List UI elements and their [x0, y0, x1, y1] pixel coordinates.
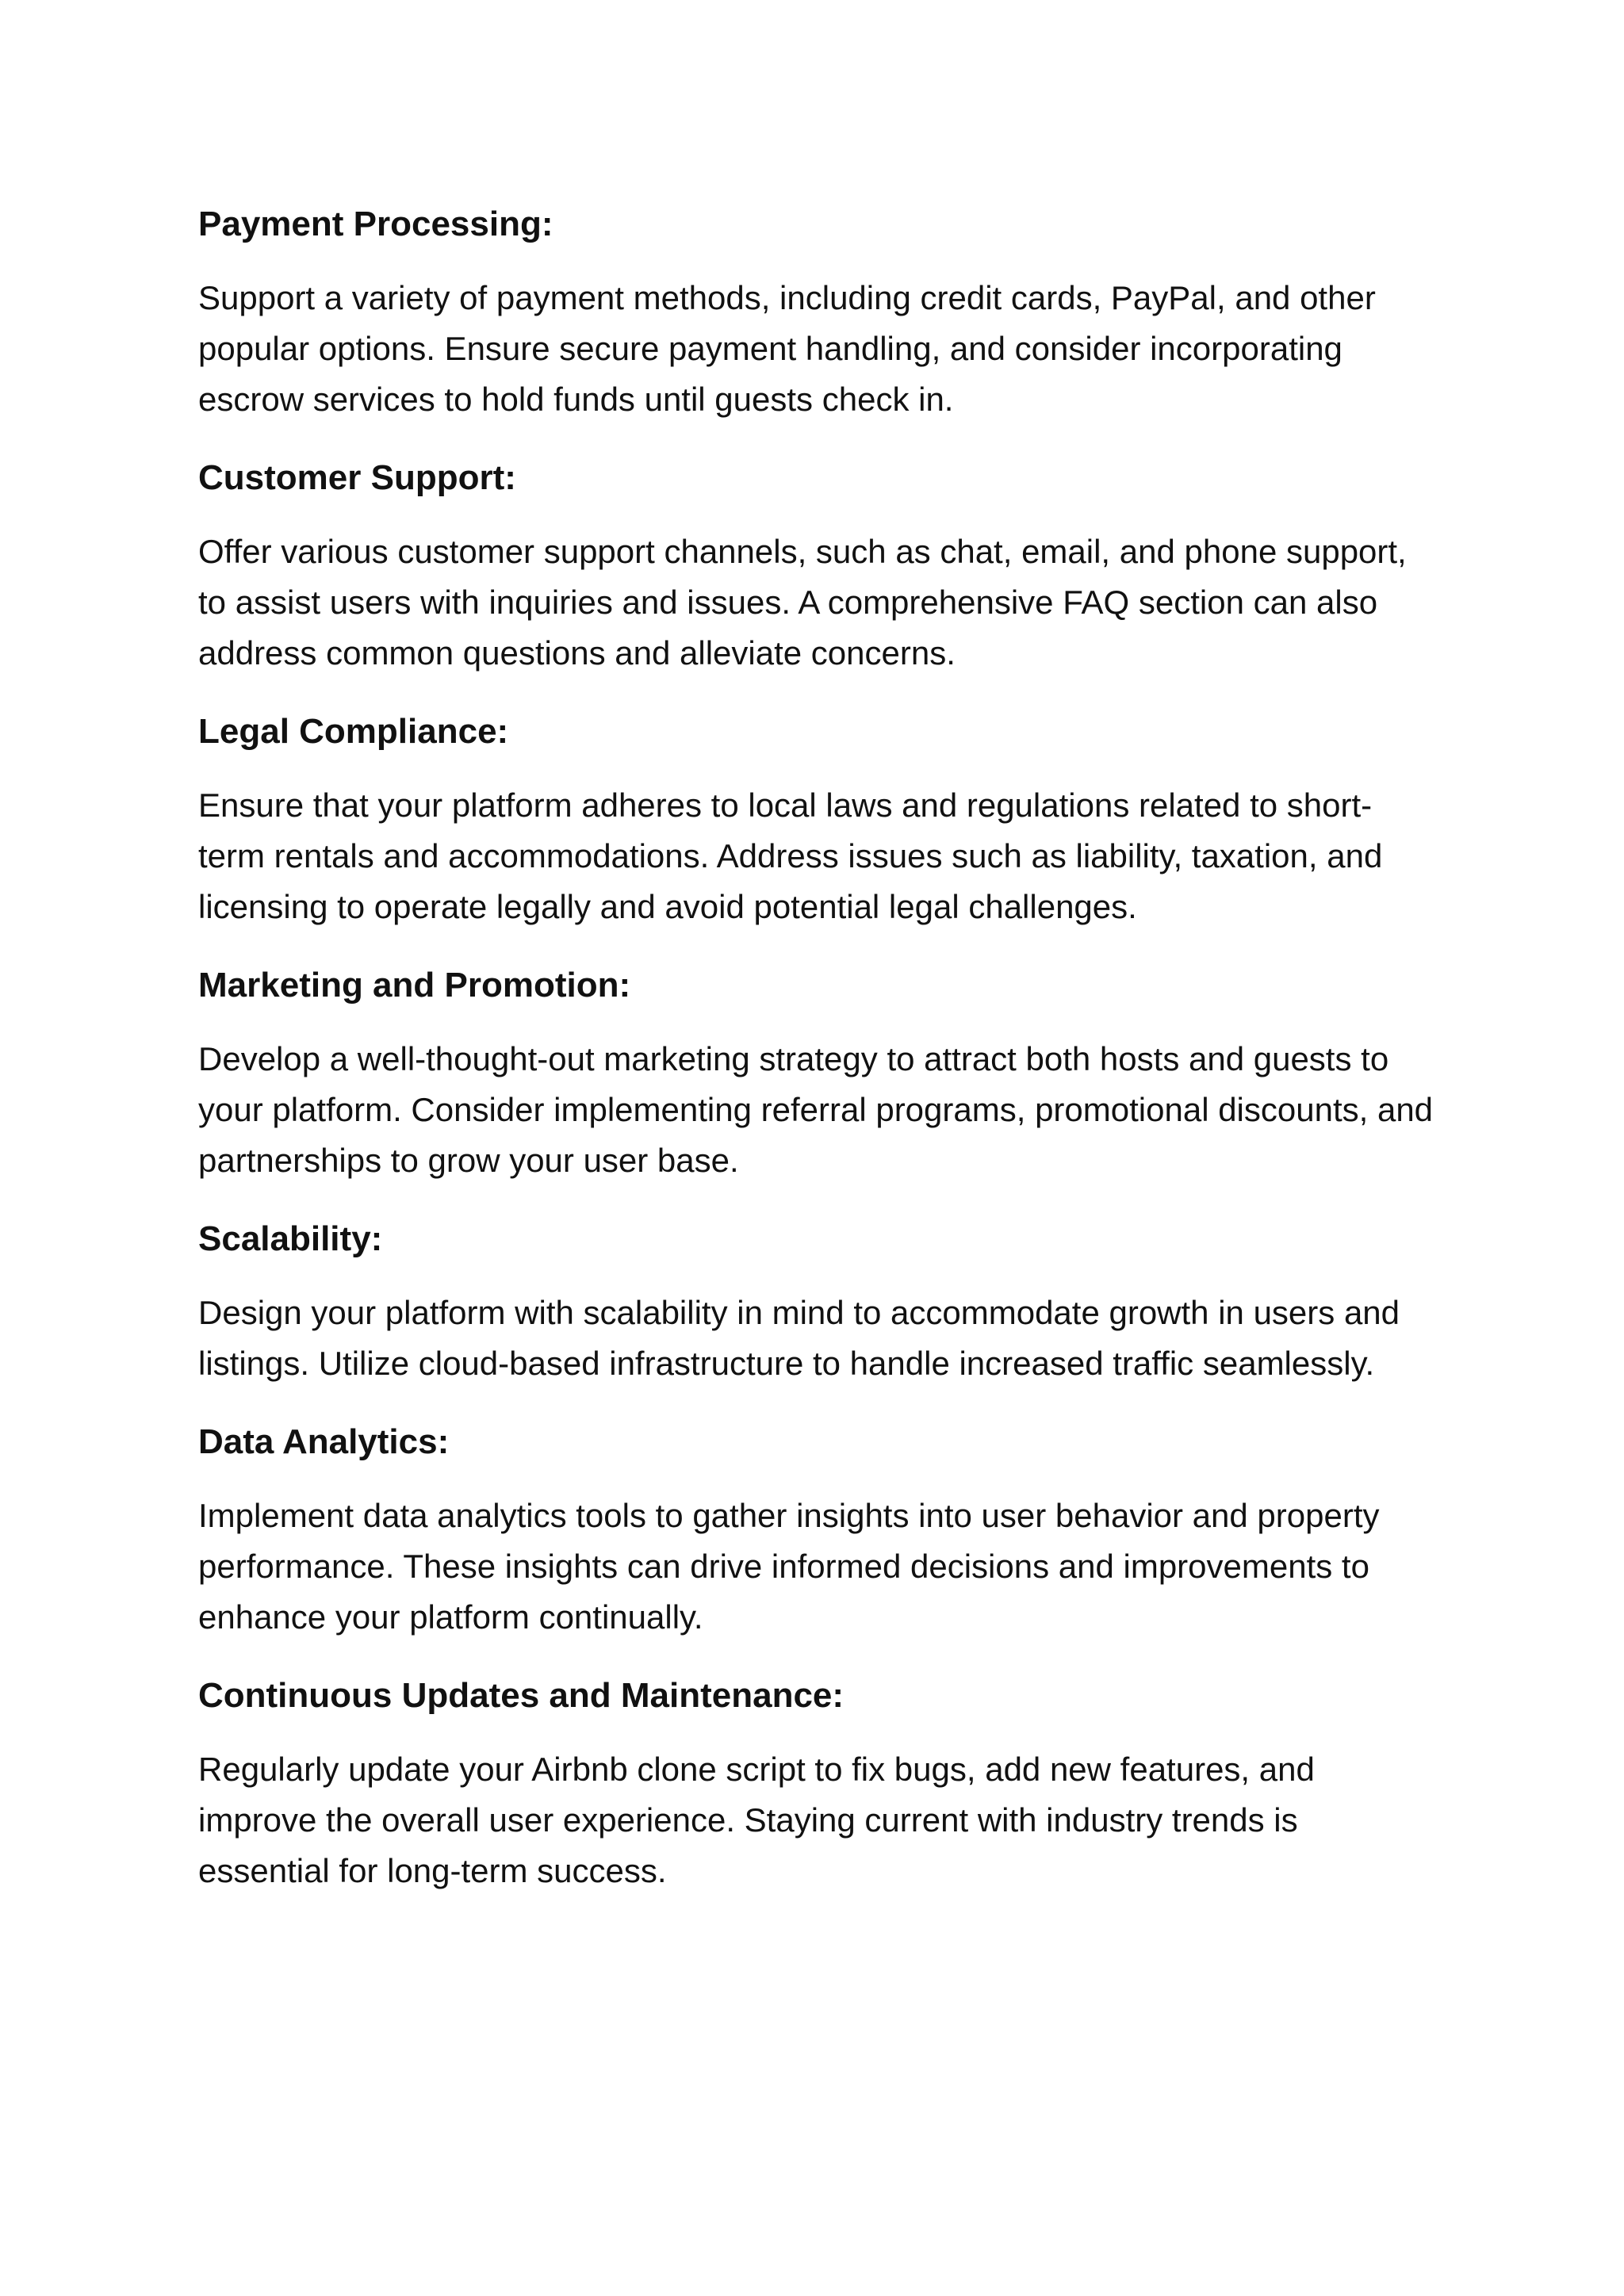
- section-heading: Marketing and Promotion:: [198, 966, 631, 1004]
- section-scalability: [198, 1215, 1435, 1389]
- section-heading: Payment Processing:: [198, 205, 553, 243]
- section-paragraph: Support a variety of payment methods, including credit cards, PayPal, and other popular options. Ensure secure payment handling, and consider incorporating escrow services to hold funds until guests check in.: [198, 279, 1376, 418]
- section-heading: Data Analytics:: [198, 1422, 450, 1461]
- section-paragraph: Design your platform with scalability in mind to accommodate growth in users and listings. Utilize cloud-based infrastructure to handle increased traffic seamlessly.: [198, 1294, 1400, 1382]
- section-paragraph: Develop a well-thought-out marketing strategy to attract both hosts and guests to your platform. Consider implementing referral programs, promotional discounts, and partnerships to grow your user base.: [198, 1040, 1434, 1179]
- section-legal-compliance: [198, 708, 1435, 932]
- section-paragraph: Ensure that your platform adheres to local laws and regulations related to short-term rentals and accommodations. Address issues such as liability, taxation, and licensing to operate legally and avoid potential legal challenges.: [198, 786, 1383, 925]
- section-paragraph: Implement data analytics tools to gather insights into user behavior and property performance. These insights can drive informed decisions and improvements to enhance your platform continually.: [198, 1497, 1380, 1636]
- section-continuous-updates: [198, 1672, 1435, 1896]
- section-paragraph: Regularly update your Airbnb clone script to fix bugs, add new features, and improve the overall user experience. Staying current with industry trends is essential for long-term success.: [198, 1751, 1315, 1889]
- section-heading: Customer Support:: [198, 458, 516, 497]
- document-content: [198, 201, 1435, 1926]
- section-customer-support: [198, 454, 1435, 679]
- section-heading: Legal Compliance:: [198, 712, 509, 751]
- section-paragraph: Offer various customer support channels, such as chat, email, and phone support, to assist users with inquiries and issues. A comprehensive FAQ section can also address common questions and alleviate concerns.: [198, 533, 1407, 672]
- section-marketing-promotion: [198, 962, 1435, 1186]
- section-heading: Scalability:: [198, 1219, 383, 1258]
- section-payment-processing: [198, 201, 1435, 425]
- section-heading: Continuous Updates and Maintenance:: [198, 1676, 845, 1715]
- section-data-analytics: [198, 1418, 1435, 1643]
